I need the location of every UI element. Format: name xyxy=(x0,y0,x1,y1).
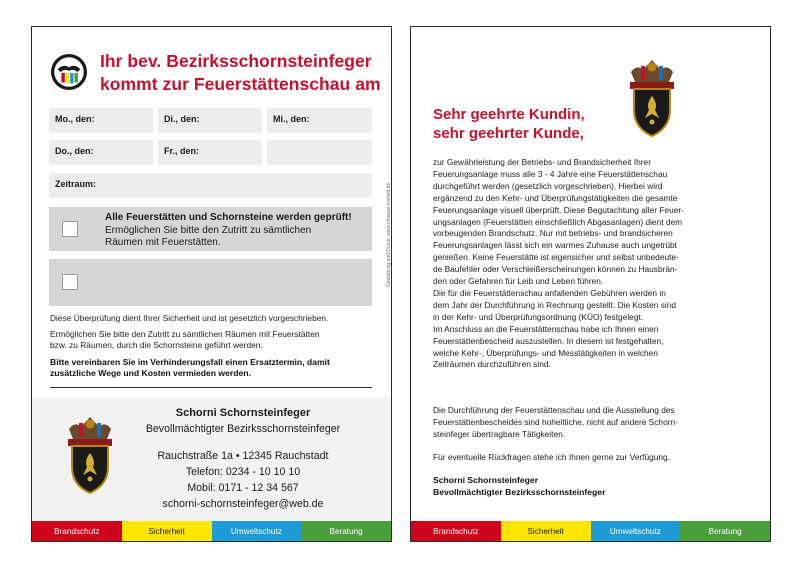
divider xyxy=(50,387,372,388)
body-paragraph-2 xyxy=(433,405,678,441)
date-field-label: Mi., den: xyxy=(273,114,310,124)
date-field-label: Do., den: xyxy=(55,146,94,156)
chimney-sweep-guild-logo-icon xyxy=(50,53,88,91)
blank-notice-panel xyxy=(49,259,372,306)
body-paragraph-3 xyxy=(433,452,670,464)
date-field-friday[interactable] xyxy=(158,140,262,165)
body-text-line: vorbeugenden Brandschutz. Nur mit betriebs- und brandsicheren xyxy=(433,228,673,239)
date-field-monday[interactable] xyxy=(49,108,153,133)
appointment-card-front xyxy=(31,26,392,542)
contact-phone: Telefon: 0234 - 10 10 10 xyxy=(185,466,301,478)
date-field-tuesday[interactable] xyxy=(158,108,262,133)
body-text-line: Die Durchführung der Feuerstättenschau und die Ausstellung des xyxy=(433,405,675,415)
chimney-sweep-crest-icon xyxy=(627,57,677,139)
footer-umweltschutz: Umweltschutz xyxy=(591,521,681,541)
body-text-line: Für eventuelle Rückfragen stehe ich Ihnen gerne zur Verfügung. xyxy=(433,452,671,462)
date-field-label: Fr., den: xyxy=(164,146,200,156)
body-text-line: Die für die Feuerstättenschau anfallenden Gebühren werden in xyxy=(433,287,666,298)
body-text-line: Feuerstättenbescheid auszustellen. In diesem ist festgehalten, xyxy=(433,335,664,346)
body-text-line: steinfeger übertragbare Tätigkeiten. xyxy=(433,428,566,439)
time-range-field[interactable] xyxy=(49,173,372,198)
note-access-line2: bzw. zu Räumen, durch die Schornsteine geführt werden. xyxy=(50,340,263,350)
footer-brandschutz: Brandschutz xyxy=(411,521,501,541)
body-text-line: dem Jahr der Durchführung in Rechnung gestellt. Die Kosten sind xyxy=(433,299,677,310)
card-title-line1: Ihr bev. Bezirksschornsteinfeger xyxy=(100,51,372,71)
contact-email[interactable]: schorni-schornsteinfeger@web.de xyxy=(162,498,324,510)
body-text-line: zur Gewährleistung der Betriebs- und Brandsicherheit Ihrer xyxy=(433,157,651,167)
body-text-line: ergänzend zu den Kehr- und Überprüfungstätigkeiten die gesamte xyxy=(433,192,678,203)
body-text-line: genießen. Keine Feuerstätte ist eigensicher und selbst unbedeute- xyxy=(433,252,679,263)
card-title-line2: kommt zur Feuerstättenschau am xyxy=(100,74,381,94)
body-text-line: Im Anschluss an die Feuerstättenschau habe ich Ihnen einen xyxy=(433,323,659,334)
body-text-line: Zeiträumen durchzuführen sind. xyxy=(433,359,551,370)
footer-beratung: Beratung xyxy=(301,521,391,541)
body-text-line: durchgeführt werden (gesetzlich vorgeschrieben). Hierbei wird xyxy=(433,180,663,191)
inspection-checkbox[interactable] xyxy=(62,221,78,237)
inspection-notice-line2: Räumen mit Feuerstätten. xyxy=(105,237,221,248)
footer-beratung: Beratung xyxy=(680,521,770,541)
date-field-wednesday[interactable] xyxy=(267,108,372,133)
greeting-line2: sehr geehrter Kunde, xyxy=(433,125,584,142)
inspection-notice-heading: Alle Feuerstätten und Schornsteine werden geprüft! xyxy=(105,212,352,223)
body-text-line: Feuerungsanlagen lässt sich ein warmes Zuhause auch ungetrübt xyxy=(433,240,677,251)
footer-sicherheit: Sicherheit xyxy=(122,521,212,541)
body-text-line: Feuerungsanlage muss alle 3 - 4 Jahre eine Feuerstättenschau xyxy=(433,168,668,179)
service-footer-bar xyxy=(411,521,770,541)
inspection-notice-line1: Ermöglichen Sie bitte den Zutritt zu sämtlichen xyxy=(105,225,312,236)
date-field-thursday[interactable] xyxy=(49,140,153,165)
body-paragraph-1 xyxy=(433,157,684,371)
contact-name: Schorni Schornsteinfeger xyxy=(175,407,311,419)
contact-address: Rauchstraße 1a • 12345 Rauchstadt xyxy=(157,450,329,462)
contact-mobile: Mobil: 0171 - 12 34 567 xyxy=(187,482,299,494)
signature-name: Schorni Schornsteinfeger xyxy=(433,475,539,485)
date-field-label: Mo., den: xyxy=(55,114,95,124)
note-reschedule-line2: zusätzliche Wege und Kosten vermieden werden. xyxy=(50,368,251,378)
body-text-line: ungsanlagen (Feuerstätten einschließlich Abgasanlagen) dient dem xyxy=(433,216,683,227)
body-text-line: de Baufehler oder Verschleißerscheinungen können zu Hausbrän- xyxy=(433,264,678,275)
contact-role: Bevollmächtigter Bezirksschornsteinfeger xyxy=(145,423,341,435)
service-footer-bar xyxy=(32,521,391,541)
body-text-line: Feuerstättenbescheides sind hoheitliche, nicht auf andere Schorn- xyxy=(433,416,678,427)
svg-text:Gestaltung und Druck: www.inho: Gestaltung und Druck: www.inhouse-krefeld.de xyxy=(386,182,392,287)
chimney-sweep-crest-icon xyxy=(65,415,115,495)
note-legal: Diese Überprüfung dient Ihrer Sicherheit und ist gesetzlich vorgeschrieben. xyxy=(50,313,329,323)
print-credit xyxy=(384,137,392,287)
date-field-label: Di., den: xyxy=(164,114,200,124)
time-range-label: Zeitraum: xyxy=(55,179,97,189)
appointment-card-back xyxy=(410,26,771,542)
inspection-notice-panel xyxy=(49,207,372,251)
note-access-line1: Ermöglichen Sie bitte den Zutritt zu sämtlichen Räumen mit Feuerstätten xyxy=(50,329,320,339)
body-text-line: Feuerungsanlage visuell überprüft. Diese Begutachtung aller Feuer- xyxy=(433,204,684,215)
footer-umweltschutz: Umweltschutz xyxy=(212,521,302,541)
note-reschedule-line1: Bitte vereinbaren Sie im Verhinderungsfall einen Ersatztermin, damit xyxy=(50,357,330,367)
signature-role: Bevollmächtigter Bezirksschornsteinfeger xyxy=(433,487,606,497)
blank-checkbox[interactable] xyxy=(62,274,78,290)
body-text-line: welche Kehr-, Überprüfungs- und Messtätigkeiten in welchen xyxy=(433,347,658,358)
footer-sicherheit: Sicherheit xyxy=(501,521,591,541)
date-field-blank[interactable] xyxy=(267,140,372,165)
body-text-line: in der Kehr- und Überprüfungsordnung (KÜO) festgelegt. xyxy=(433,311,644,322)
body-text-line: den oder Gefahren für Leib und Leben führen. xyxy=(433,276,604,287)
footer-brandschutz: Brandschutz xyxy=(32,521,122,541)
greeting-line1: Sehr geehrte Kundin, xyxy=(433,106,585,123)
